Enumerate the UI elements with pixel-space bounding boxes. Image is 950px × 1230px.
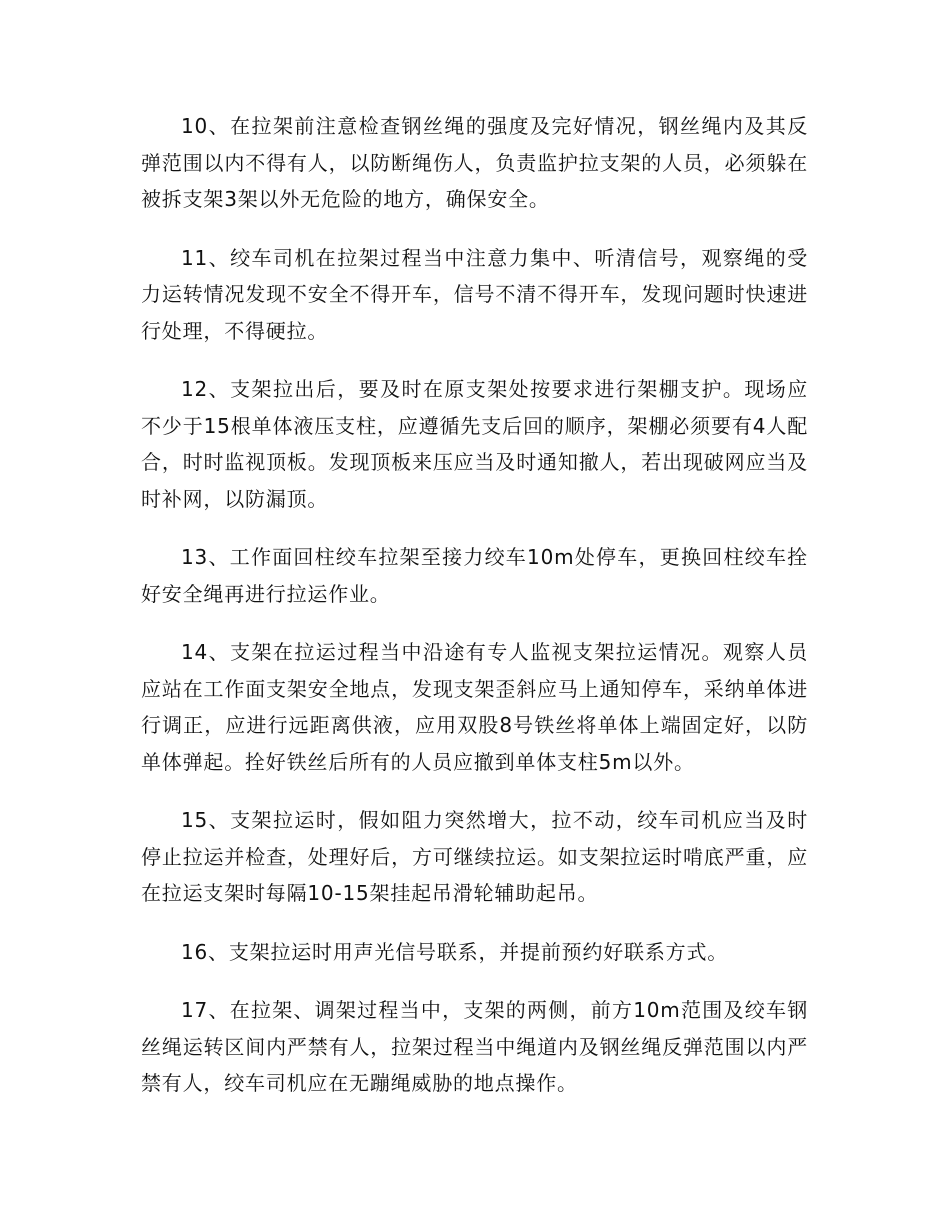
document-page xyxy=(141,108,808,1124)
paragraph-11: 11、绞车司机在拉架过程当中注意力集中、听清信号，观察绳的受力运转情况发现不安全不得开车，信号不清不得开车，发现问题时快速进行处理，不得硬拉。 xyxy=(141,245,808,343)
paragraph-15: 15、支架拉运时，假如阻力突然增大，拉不动，绞车司机应当及时停止拉运并检查，处理好后，方可继续拉运。如支架拉运时啃底严重，应在拉运支架时每隔10-15架挂起吊滑轮辅助起吊。 xyxy=(141,808,808,905)
paragraph-17: 17、在拉架、调架过程当中，支架的两侧，前方10m范围及绞车钢丝绳运转区间内严禁有人，拉架过程当中绳道内及钢丝绳反弹范围以内严禁有人，绞车司机应在无蹦绳威胁的地点操作。 xyxy=(141,998,808,1095)
paragraph-10: 10、在拉架前注意检查钢丝绳的强度及完好情况，钢丝绳内及其反弹范围以内不得有人，以防断绳伤人，负责监护拉支架的人员，必须躲在被拆支架3架以外无危险的地方，确保安全。 xyxy=(141,114,808,211)
paragraph-13: 13、工作面回柱绞车拉架至接力绞车10m处停车，更换回柱绞车拴好安全绳再进行拉运作业。 xyxy=(141,545,808,606)
paragraph-16: 16、支架拉运时用声光信号联系，并提前预约好联系方式。 xyxy=(181,939,729,964)
paragraph-12: 12、支架拉出后，要及时在原支架处按要求进行架棚支护。现场应不少于15根单体液压支柱，应遵循先支后回的顺序，架棚必须要有4人配合，时时监视顶板。发现顶板来压应当及时通知撤人，若出现破网应当及时补网，以防漏顶。 xyxy=(141,377,808,511)
paragraph-14: 14、支架在拉运过程当中沿途有专人监视支架拉运情况。观察人员应站在工作面支架安全地点，发现支架歪斜应马上通知停车，采纳单体进行调正，应进行远距离供液，应用双股8号铁丝将单体上端固定好，以防单体弹起。拴好铁丝后所有的人员应撤到单体支柱5m以外。 xyxy=(141,640,808,774)
